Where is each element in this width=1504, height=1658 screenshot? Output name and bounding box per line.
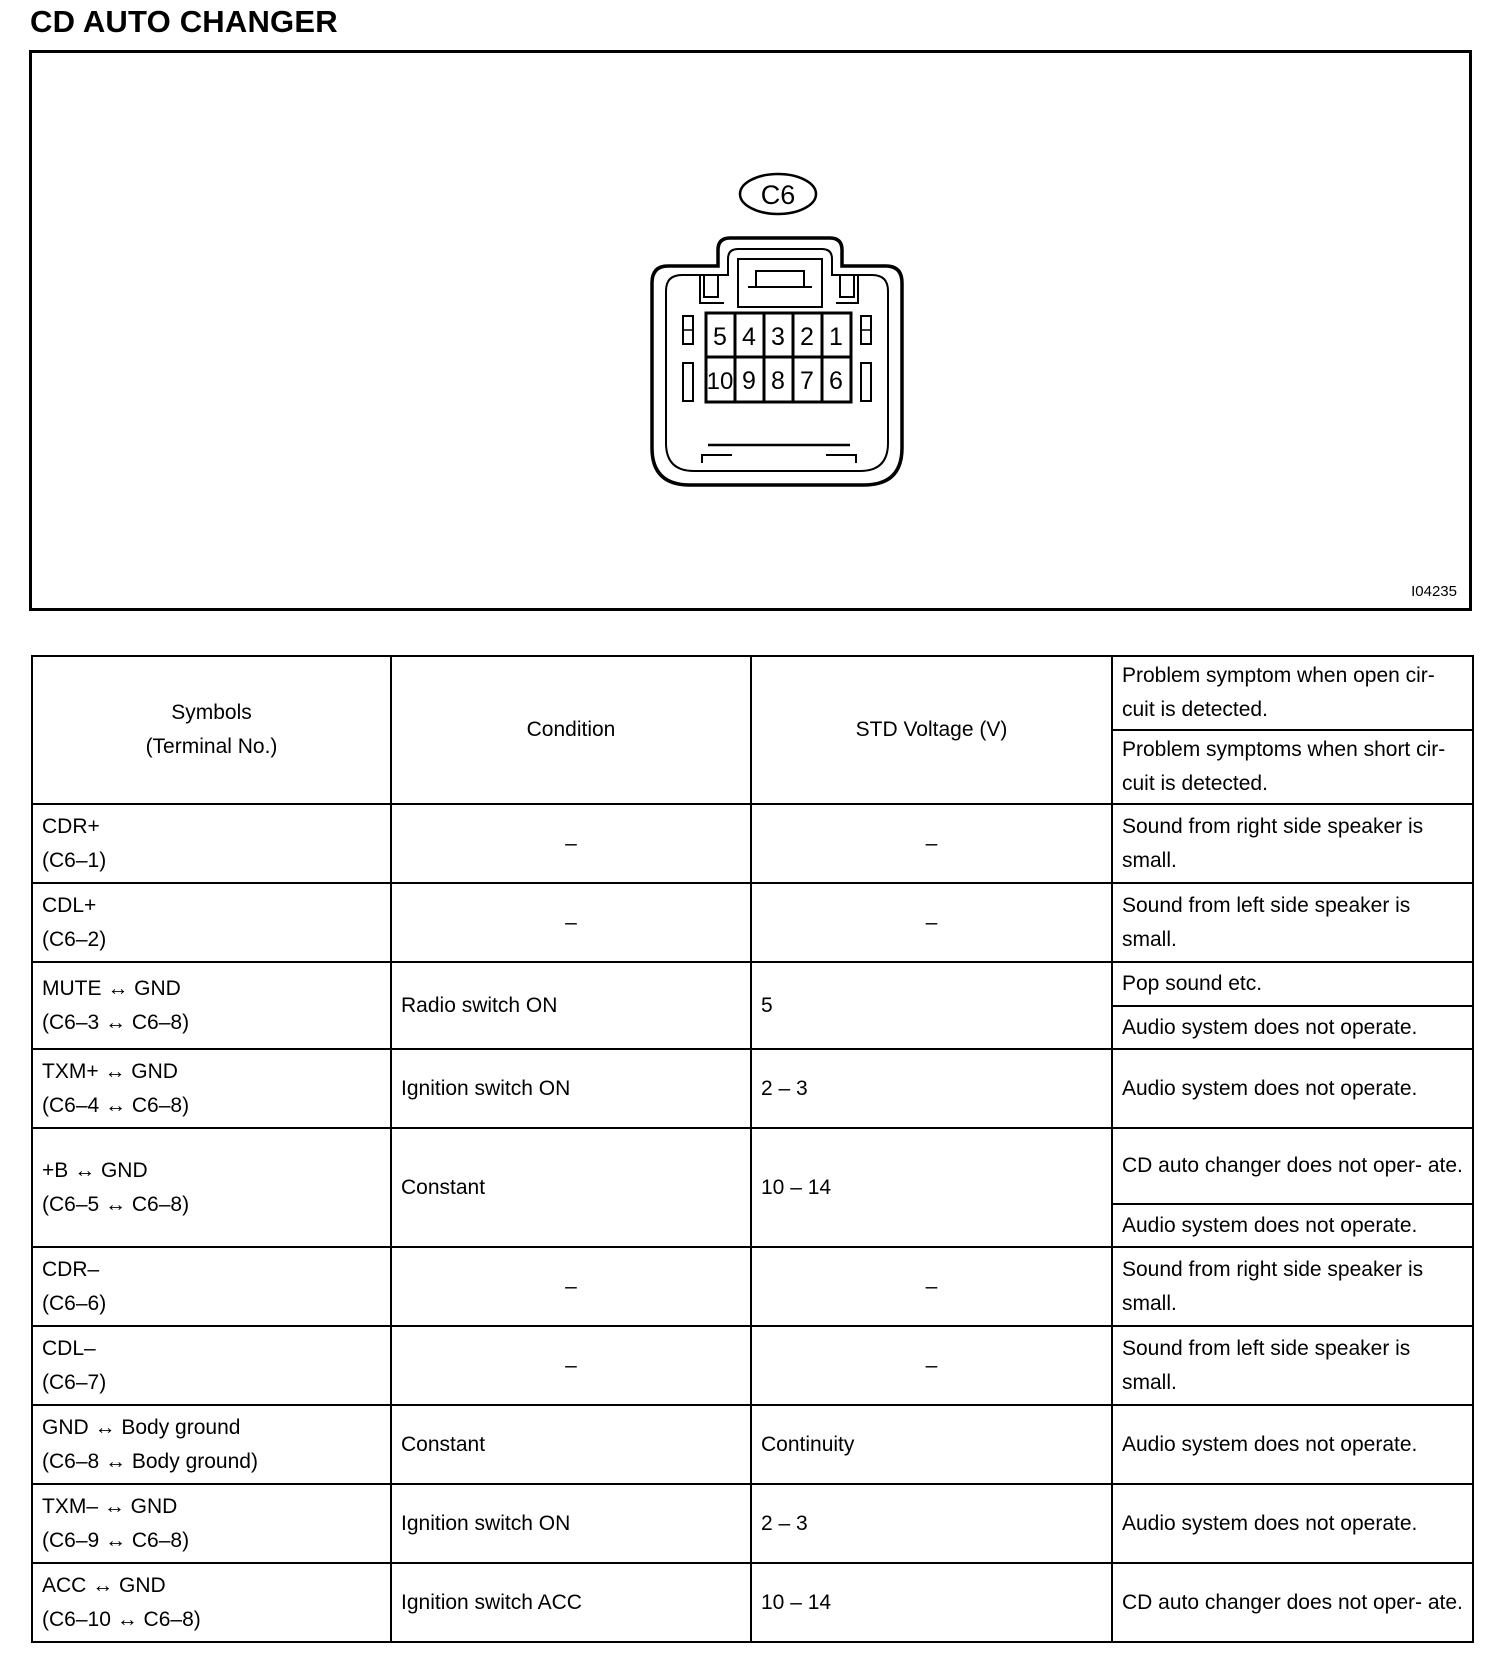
cell-symbol: MUTE ↔ GND (C6–3 ↔ C6–8): [32, 962, 391, 1049]
pin-label: 2: [800, 323, 814, 351]
cell-voltage: 2 – 3: [751, 1484, 1112, 1563]
header-symbols: Symbols (Terminal No.): [32, 656, 391, 804]
table-row: [32, 962, 1473, 1006]
table-row: [32, 1326, 1473, 1405]
pin-label: 9: [742, 367, 756, 395]
cell-voltage: –: [751, 883, 1112, 962]
cell-condition: –: [391, 1326, 751, 1405]
pin-label: 4: [742, 323, 756, 351]
cell-condition: Ignition switch ON: [391, 1049, 751, 1128]
table-row: [32, 883, 1473, 962]
header-short-symptom: Problem symptoms when short cir- cuit is detected.: [1112, 730, 1473, 804]
header-open-symptom: Problem symptom when open cir- cuit is detected.: [1112, 656, 1473, 730]
cell-voltage: 10 – 14: [751, 1563, 1112, 1642]
cell-voltage: 2 – 3: [751, 1049, 1112, 1128]
connector-figure: [29, 50, 1472, 611]
cell-symptom: Audio system does not operate.: [1112, 1484, 1473, 1563]
cell-condition: Radio switch ON: [391, 962, 751, 1049]
cell-voltage: –: [751, 1247, 1112, 1326]
table-row: [32, 1128, 1473, 1204]
cell-symptom: CD auto changer does not oper- ate.: [1112, 1563, 1473, 1642]
cell-symbol: TXM– ↔ GND (C6–9 ↔ C6–8): [32, 1484, 391, 1563]
table-row: [32, 1563, 1473, 1642]
table-header-row: [32, 656, 1473, 730]
table-row: [32, 1049, 1473, 1128]
table-body: [32, 804, 1473, 1642]
cell-condition: Ignition switch ACC: [391, 1563, 751, 1642]
connector-label: C6: [760, 180, 796, 210]
cell-voltage: –: [751, 804, 1112, 883]
cell-symptom: CD auto changer does not oper- ate.: [1112, 1128, 1473, 1204]
cell-symbol: CDR– (C6–6): [32, 1247, 391, 1326]
cell-symptom: Pop sound etc.: [1112, 962, 1473, 1006]
cell-symbol: GND ↔ Body ground (C6–8 ↔ Body ground): [32, 1405, 391, 1484]
table-row: [32, 1247, 1473, 1326]
connector-diagram: [32, 53, 1475, 614]
cell-voltage: –: [751, 1326, 1112, 1405]
cell-condition: –: [391, 883, 751, 962]
cell-voltage: Continuity: [751, 1405, 1112, 1484]
cell-symbol: CDR+ (C6–1): [32, 804, 391, 883]
latch-tab: [756, 271, 804, 287]
cell-symptom: Sound from right side speaker is small.: [1112, 1247, 1473, 1326]
cell-symptom: Sound from right side speaker is small.: [1112, 804, 1473, 883]
pin-label: 5: [713, 323, 727, 351]
cell-voltage: 10 – 14: [751, 1128, 1112, 1247]
cell-symbol: TXM+ ↔ GND (C6–4 ↔ C6–8): [32, 1049, 391, 1128]
pin-label: 6: [829, 367, 843, 395]
cell-voltage: 5: [751, 962, 1112, 1049]
cell-symptom: Audio system does not operate.: [1112, 1049, 1473, 1128]
header-condition: Condition: [391, 656, 751, 804]
table-row: [32, 1484, 1473, 1563]
cell-symptom: Sound from left side speaker is small.: [1112, 1326, 1473, 1405]
figure-id: I04235: [1411, 583, 1457, 600]
cell-symbol: ACC ↔ GND (C6–10 ↔ C6–8): [32, 1563, 391, 1642]
pin-label: 7: [800, 367, 814, 395]
cell-symptom: Audio system does not operate.: [1112, 1204, 1473, 1247]
latch-frame: [738, 259, 822, 307]
cell-symbol: CDL– (C6–7): [32, 1326, 391, 1405]
table-row: [32, 804, 1473, 883]
cell-condition: Constant: [391, 1128, 751, 1247]
header-voltage: STD Voltage (V): [751, 656, 1112, 804]
cell-symptom: Audio system does not operate.: [1112, 1006, 1473, 1049]
cell-condition: Constant: [391, 1405, 751, 1484]
cell-condition: Ignition switch ON: [391, 1484, 751, 1563]
terminal-table: [31, 655, 1474, 1643]
pin-label: 8: [771, 367, 785, 395]
pin-label: 1: [829, 323, 843, 351]
cell-condition: –: [391, 804, 751, 883]
table-row: [32, 1405, 1473, 1484]
cell-symptom: Audio system does not operate.: [1112, 1405, 1473, 1484]
page-title: CD AUTO CHANGER: [30, 4, 338, 39]
pin-label: 3: [771, 323, 785, 351]
cell-symbol: CDL+ (C6–2): [32, 883, 391, 962]
pin-label: 10: [706, 368, 734, 395]
cell-symbol: +B ↔ GND (C6–5 ↔ C6–8): [32, 1128, 391, 1247]
cell-condition: –: [391, 1247, 751, 1326]
cell-symptom: Sound from left side speaker is small.: [1112, 883, 1473, 962]
